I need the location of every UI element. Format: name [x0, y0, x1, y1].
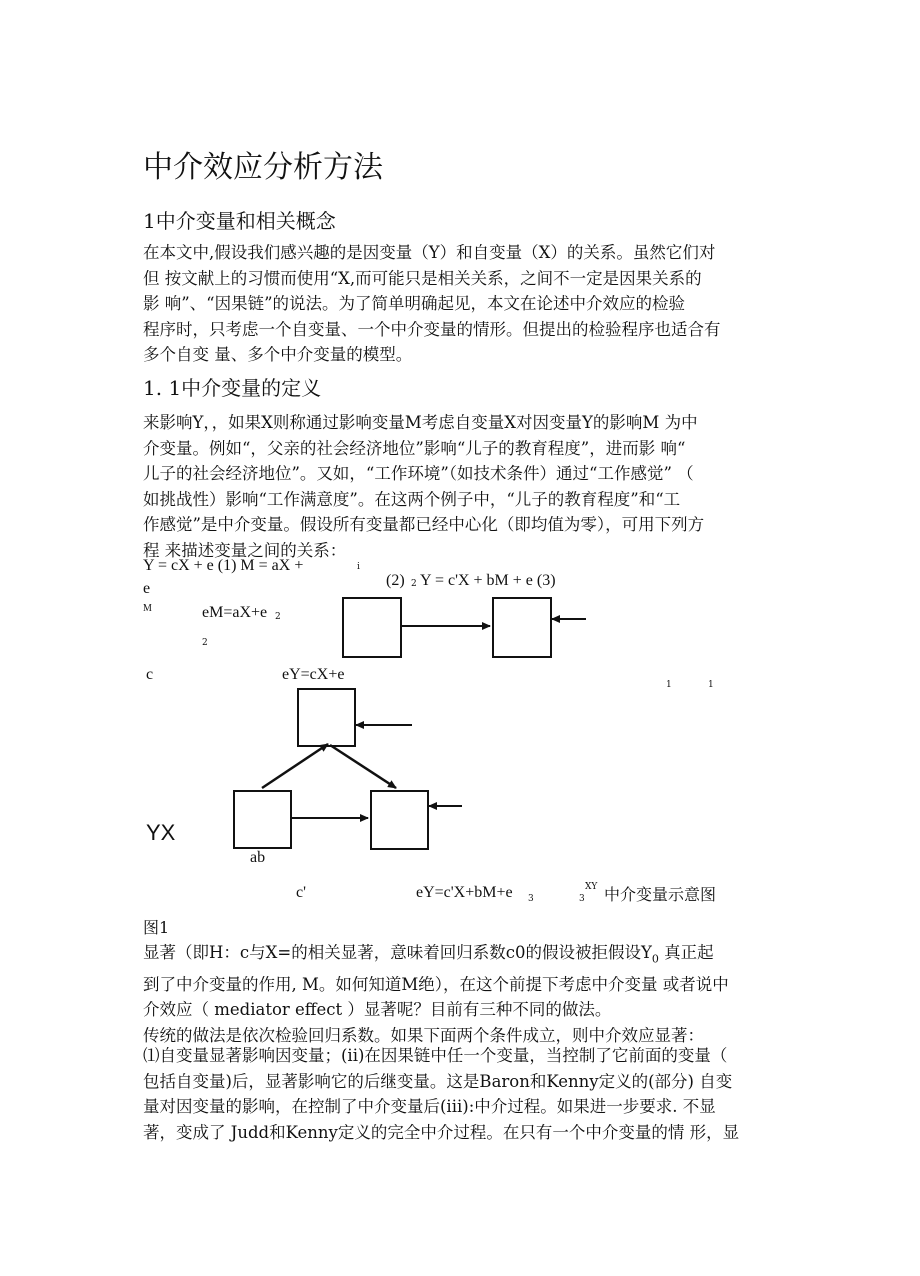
equation-em-subscript-2: 2	[202, 638, 208, 648]
equation-ey1: eY=cX+e	[282, 666, 345, 683]
figure-caption: 中介变量示意图	[604, 885, 717, 904]
equation-2-label: (2)	[386, 572, 405, 589]
subscript-label: 1	[708, 680, 714, 690]
paragraph-2	[143, 940, 783, 1048]
text-line: 著，变成了 Judd和Kenny定义的完全中介过程。在只有一个中介变量的情 形，显	[143, 1122, 740, 1142]
text-line: 来影响Y，，如果X则称通过影响变量M考虑自变量X对因变量Y的影响M 为中	[143, 413, 698, 432]
path-label-c-prime: c'	[296, 884, 306, 901]
equation-ey2: eY=c'X+bM+e	[416, 884, 513, 901]
text-line: 程序时，只考虑一个自变量、一个中介变量的情形。但提出的检验程序也适合有	[143, 319, 721, 339]
page-title: 中介效应分析方法	[143, 150, 383, 185]
text-line: ⑴自变量显著影响因变量；(ii)在因果链中任一个变量，当控制了它前面的变量（	[143, 1046, 728, 1065]
text-line: 多个自变 量、多个中介变量的模型。	[143, 345, 413, 364]
text-line: 介变量。例如“，父亲的社会经济地位”影响“儿子的教育程度”，进而影 响“	[143, 438, 686, 458]
equation-error-term: e	[143, 580, 151, 597]
text-line: 包括自变量)后，显著影响它的后继变量。这是Baron和Kenny定义的(部分) 自变	[143, 1071, 733, 1091]
text-line: 作感觉”是中介变量。假设所有变量都已经中心化（即均值为零），可用下列方	[143, 515, 705, 534]
equation-subscript-m: M	[143, 603, 152, 614]
label-ab: ab	[250, 849, 266, 866]
equation-ey2-subscript: 3	[528, 894, 534, 904]
equation-superscript: i	[357, 562, 360, 572]
equation-em-subscript: 2	[275, 612, 281, 622]
figure-number: 图1	[143, 918, 170, 937]
arrow-m-to-y	[330, 745, 396, 788]
text-line: 到了中介变量的作用, M。如何知道M绝），在这个前提下考虑中介变量 或者说中	[143, 974, 729, 994]
text-line: 量对因变量的影响，在控制了中介变量后(iii):中介过程。如果进一步要求. 不显	[143, 1097, 716, 1116]
equation-2-subscript: 2	[411, 579, 417, 589]
section-heading-1: 1中介变量和相关概念	[143, 209, 336, 233]
equation-3: Y = c'X + bM + e (3)	[420, 572, 556, 589]
text-line: 程 来描述变量之间的关系：	[143, 540, 347, 560]
caption-subscript: 3	[579, 894, 585, 904]
text-line: 介效应（ mediator effect ）显著呢？目前有三种不同的做法。	[143, 1000, 612, 1020]
text-line: 在本文中,假设我们感兴趣的是因变量（Y）和自变量（X）的关系。虽然它们对	[143, 243, 716, 262]
text-line: 传统的做法是依次检验回归系数。如果下面两个条件成立，则中介效应显著：	[143, 1025, 704, 1045]
text-line: 但 按文献上的习惯而使用“X,而可能只是相关关系，之间不一定是因果关系的	[143, 268, 702, 288]
arrow-x-to-m	[262, 744, 328, 788]
text-line: 如挑战性）影响“工作满意度”。在这两个例子中，“儿子的教育程度”和“工	[143, 489, 681, 509]
text-line: 显著（即H：c与X=的相关显著，意味着回归系数c0的假设被拒假设$Y_0$ 真正起	[143, 943, 714, 966]
equation-1: Y = cX + e (1) M = aX +	[143, 557, 304, 574]
text-line: 儿子的社会经济地位”。又如，“工作环境”（如技术条件）通过“工作感觉” （	[143, 464, 694, 483]
label-yx: YX	[146, 820, 176, 845]
paragraph-3	[143, 1043, 783, 1145]
section-heading-1-1: 1. 1中介变量的定义	[143, 376, 322, 400]
subscript-label: 1	[666, 680, 672, 690]
equation-em: eM=aX+e	[202, 604, 268, 621]
text-line: 影 响”、“因果链”的说法。为了简单明确起见，本文在论述中介效应的检验	[143, 294, 686, 313]
caption-superscript: XY	[585, 882, 598, 892]
path-label-c: c	[146, 666, 154, 683]
